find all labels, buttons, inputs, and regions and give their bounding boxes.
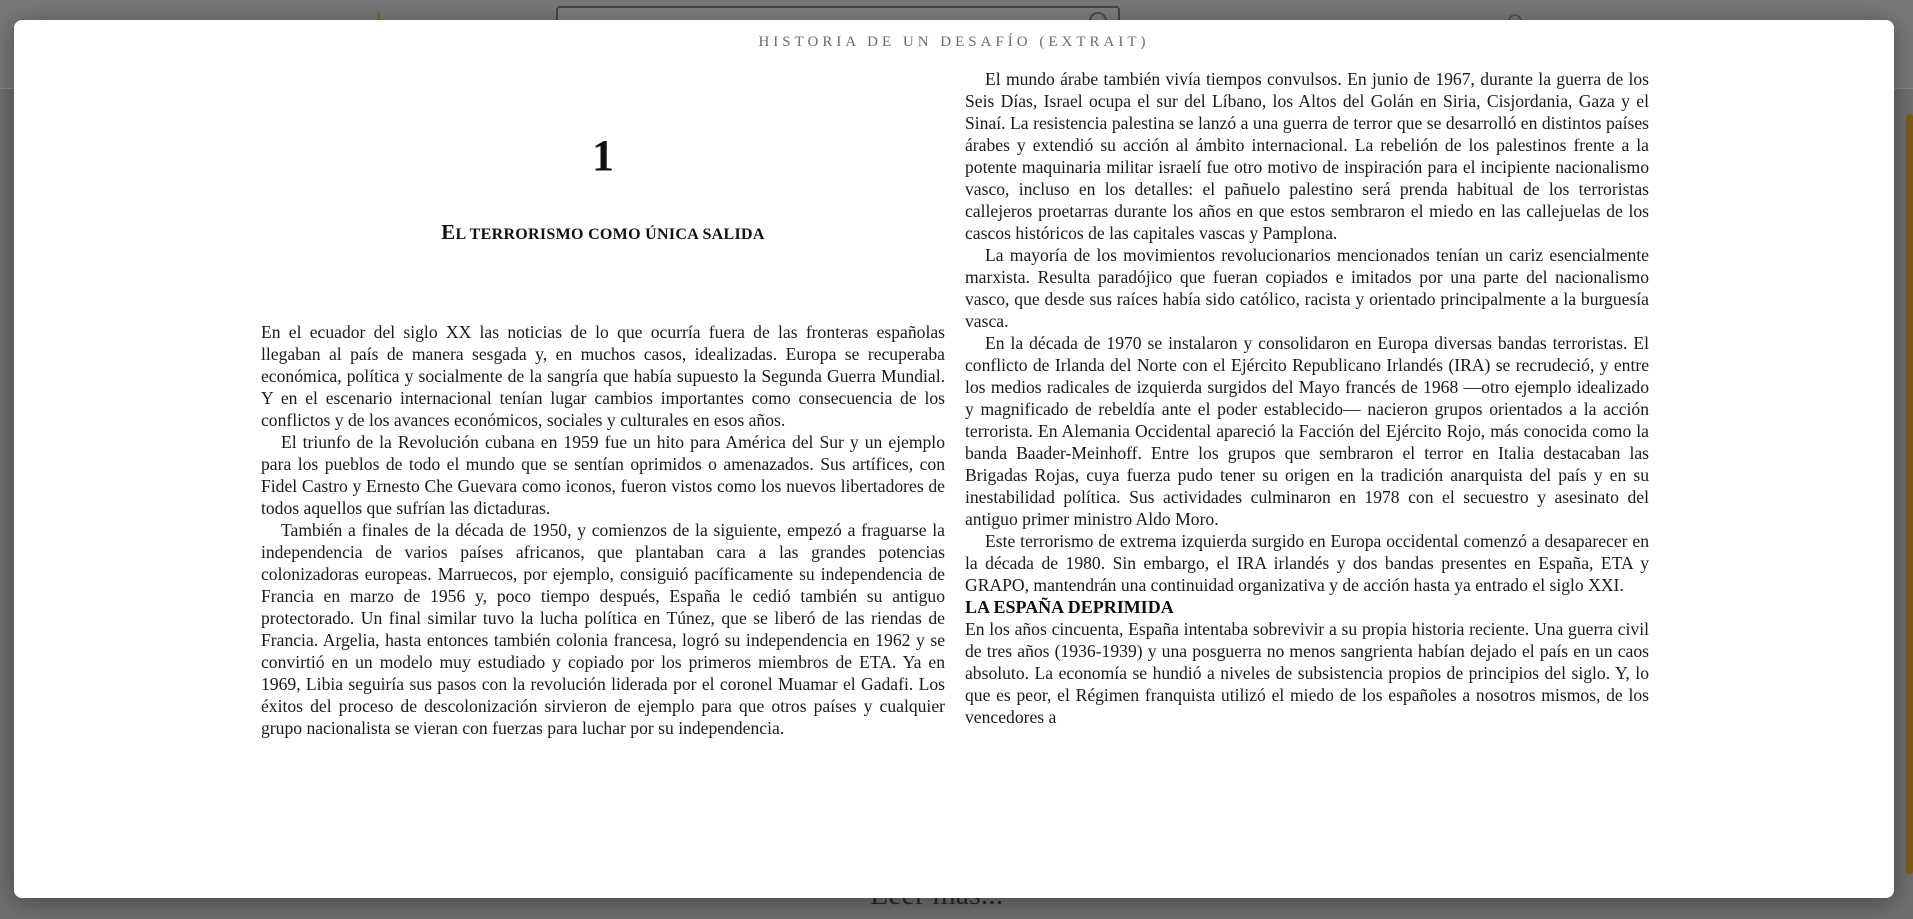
section-heading: LA ESPAÑA DEPRIMIDA <box>965 597 1174 617</box>
paragraph: En el ecuador del siglo XX las noticias de lo que ocurría fuera de las fronteras españolas llegaban al país de manera sesgada y, en muchos casos, idealizadas. Europa se recuperaba económica, política y socialmente de la sangría que había supuesto la Segunda Guerra Mundial. Y en el escenario internacional tenían lugar cambios importantes como consecuencia de los conflictos y de los avances económicos, sociales y culturales en esos años. <box>261 322 945 430</box>
paragraph: El mundo árabe también vivía tiempos convulsos. En junio de 1967, durante la guerra de los Seis Días, Israel ocupa el sur del Líbano, los Altos del Golán en Siria, Cisjordania, Gaza y el Sinaí. La resistencia palestina se lanzó a una guerra de terror que se desarrolló en distintos países árabes y extendió su acción al ámbito internacional. La rebelión de los palestinos frente a la potente maquinaria militar israelí fue otro motivo de inspiración para el incipiente nacionalismo vasco, incluso en los detalles: el pañuelo palestino será prenda habitual de los terroristas callejeros proetarras durante los años en que estos sembraron el miedo en las callejuelas de los cascos históricos de las capitales vascas y Pamplona. <box>965 69 1649 243</box>
right-column <box>965 68 1649 728</box>
background-scrollbar <box>1906 114 1913 874</box>
paragraph: En la década de 1970 se instalaron y consolidaron en Europa diversas bandas terroristas. El conflicto de Irlanda del Norte con el Ejército Republicano Irlandés (IRA) se recrudeció, y entre los medios radicales de izquierda surgidos del Mayo francés de 1968 —otro ejemplo idealizado y magnificado de rebeldía ante el poder establecido— nacieron grupos orientados a la acción terrorista. En Alemania Occidental apareció la Facción del Ejército Rojo, más conocida como la banda Baader-Meinhoff. Entre los grupos que sembraron el terror en Italia destacaban las Brigadas Rojas, cuya fuerza pudo tener su origen en la tradición anarquista del país y en su inestabilidad política. Sus actividades culminaron en 1978 con el secuestro y asesinato del antiguo primer ministro Aldo Moro. <box>965 333 1649 529</box>
paragraph: También a finales de la década de 1950, y comienzos de la siguiente, empezó a fraguarse la independencia de varios países africanos, que plantaban cara a las grandes potencias colonizadoras europeas. Marruecos, por ejemplo, consiguió pacíficamente su independencia de Francia en marzo de 1956 y, poco tiempo después, España le cedió también su antiguo protectorado. Un final similar tuvo la lucha política en Túnez, que se liberó de las riendas de Francia. Argelia, hasta entonces también colonia francesa, logró su independencia en 1962 y se convirtió en un modelo muy estudiado y copiado por los primeros miembros de ETA. Ya en 1969, Libia seguiría sus pasos con la revolución liderada por el coronel Muamar el Gadafi. Los éxitos del proceso de descolonización sirvieron de ejemplo para que otros países y cualquier grupo nacionalista se vieran con fuerzas para luchar por su independencia. <box>261 520 945 738</box>
chapter-number: 1 <box>592 131 614 180</box>
chapter-title-rest: L TERRORISMO COMO ÚNICA SALIDA <box>455 226 765 243</box>
paragraph: En los años cincuenta, España intentaba sobrevivir a su propia historia reciente. Una guerra civil de tres años (1936-1939) y una posguerra no menos sangrienta habían dejado el país en un caos absoluto. La economía se hundió a niveles de subsistencia propios de principios del siglo. Y, lo que es peor, el Régimen franquista utilizó el miedo de los españoles a nosotros mismos, de los vencedores a <box>965 619 1649 727</box>
paragraph: Este terrorismo de extrema izquierda surgido en Europa occidental comenzó a desaparecer en la década de 1980. Sin embargo, el IRA irlandés y dos bandas presentes en España, ETA y GRAPO, mantendrán una continuidad organizativa y de acción hasta ya entrado el siglo XXI. <box>965 531 1649 595</box>
paragraph: La mayoría de los movimientos revolucionarios mencionados tenían un cariz esencialmente marxista. Resulta paradójico que fueran copiados e imitados por una parte del nacionalismo vasco, que desde sus raíces había sido católico, racista y orientado principalmente a la burguesía vasca. <box>965 245 1649 331</box>
paragraph: El triunfo de la Revolución cubana en 1959 fue un hito para América del Sur y un ejemplo para los pueblos de todo el mundo que se sentían oprimidos o amenazados. Sus artífices, con Fidel Castro y Ernesto Che Guevara como iconos, fueron vistos como los nuevos libertadores de todos aquellos que sufrían las dictaduras. <box>261 432 945 518</box>
left-column <box>261 321 945 739</box>
excerpt-modal <box>14 20 1894 898</box>
modal-title: HISTORIA DE UN DESAFÍO (EXTRAIT) <box>758 34 1150 50</box>
chapter-title <box>261 220 945 245</box>
chapter-title-initial: E <box>441 220 456 244</box>
